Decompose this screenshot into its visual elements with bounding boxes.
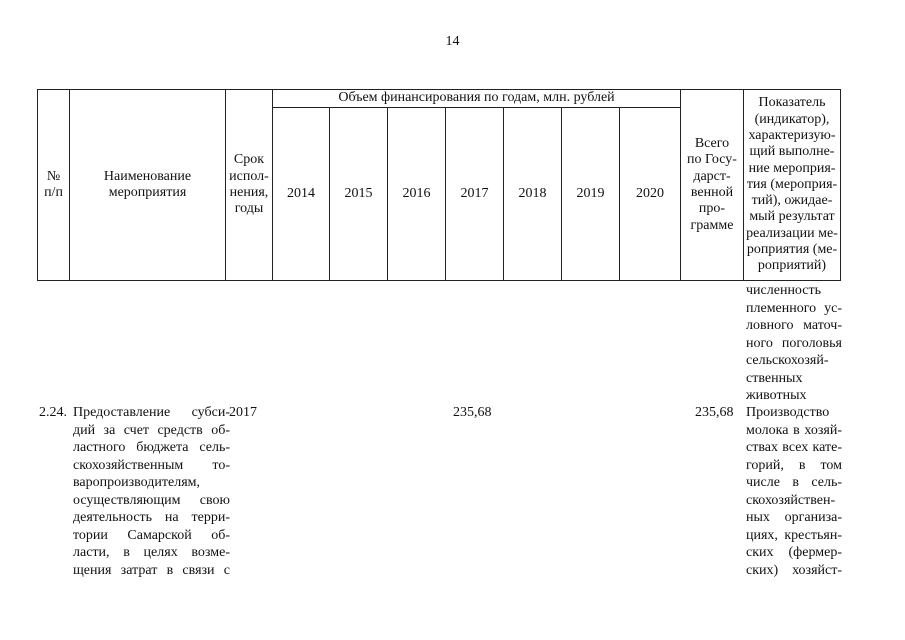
continuation-line: численность: [746, 283, 821, 298]
row-indicator-line: ствах всех кате-: [746, 440, 842, 455]
row-name-line: скохозяйственным то-: [73, 457, 230, 473]
row-total: 235,68: [695, 405, 734, 420]
continuation-line: ственных: [746, 370, 803, 386]
row-indicator-line: скохозяйствен-: [746, 492, 836, 508]
header-num: [38, 90, 70, 281]
row-name-line: дий за счет средств об-: [73, 422, 230, 438]
continuation-indicator: [746, 282, 842, 405]
row-indicator-line: числе в сель-: [746, 475, 842, 490]
year-2020: 2020: [620, 108, 681, 281]
row-indicator-line: циях, крестьян-: [746, 527, 842, 543]
row-name-line: варопроизводителям,: [73, 475, 200, 490]
continuation-line: сельскохозяй-: [746, 353, 829, 368]
row-name-line: тории Самарской об-: [73, 527, 230, 543]
row-indicator: [746, 404, 842, 579]
year-2014: 2014: [273, 108, 330, 281]
row-indicator-line: ских) хозяйст-: [746, 562, 842, 578]
row-name-line: деятельность на терри-: [73, 510, 230, 525]
row-indicator-line: ских (фермер-: [746, 545, 842, 560]
header-term-label: Срок испол- нения, годы: [229, 152, 269, 217]
financing-table-header: [37, 89, 841, 281]
header-indicator-label: Показатель (индикатор), характеризую- щий выполне- ние мероприя- тия (мероприя- тий), ожидае- мый результат реализации ме- роприятия (ме- роприятий): [746, 95, 838, 274]
row-amount-2017: 235,68: [453, 405, 492, 420]
row-name-line: осуществляющим свою: [73, 492, 230, 508]
year-2016: 2016: [388, 108, 446, 281]
header-funding-label: Объем финансирования по годам, млн. рублей: [338, 90, 615, 105]
row-name-line: ластного бюджета сель-: [73, 440, 230, 455]
year-2019: 2019: [562, 108, 620, 281]
row-name-line: щения затрат в связи с: [73, 562, 230, 578]
row-name-line: Предоставление субси-: [73, 405, 230, 420]
continuation-line: животных: [746, 388, 807, 403]
continuation-line: ного поголовья: [746, 335, 842, 351]
row-indicator-line: Производство: [746, 405, 830, 420]
year-2015: 2015: [330, 108, 388, 281]
header-name: [70, 90, 226, 281]
page-number: 14: [445, 34, 460, 49]
row-number: 2.24.: [39, 405, 67, 420]
header-num-label: № п/п: [44, 168, 63, 200]
row-name: [73, 404, 230, 579]
year-2017: 2017: [446, 108, 504, 281]
row-name-line: ласти, в целях возме-: [73, 545, 230, 560]
row-indicator-line: ных организа-: [746, 510, 842, 525]
continuation-line: ловного маточ-: [746, 318, 842, 333]
header-total: [681, 90, 744, 281]
header-total-label: Всего по Госу- дарст- венной про- грамме: [687, 136, 737, 233]
row-indicator-line: молока в хозяй-: [746, 422, 842, 438]
row-indicator-line: горий, в том: [746, 457, 842, 473]
row-term: 2017: [229, 405, 257, 420]
header-funding: [273, 90, 681, 108]
year-2018: 2018: [504, 108, 562, 281]
continuation-line: племенного ус-: [746, 300, 842, 316]
header-name-label: Наименование мероприятия: [103, 168, 192, 200]
header-indicator: [744, 90, 841, 281]
header-term: [226, 90, 273, 281]
